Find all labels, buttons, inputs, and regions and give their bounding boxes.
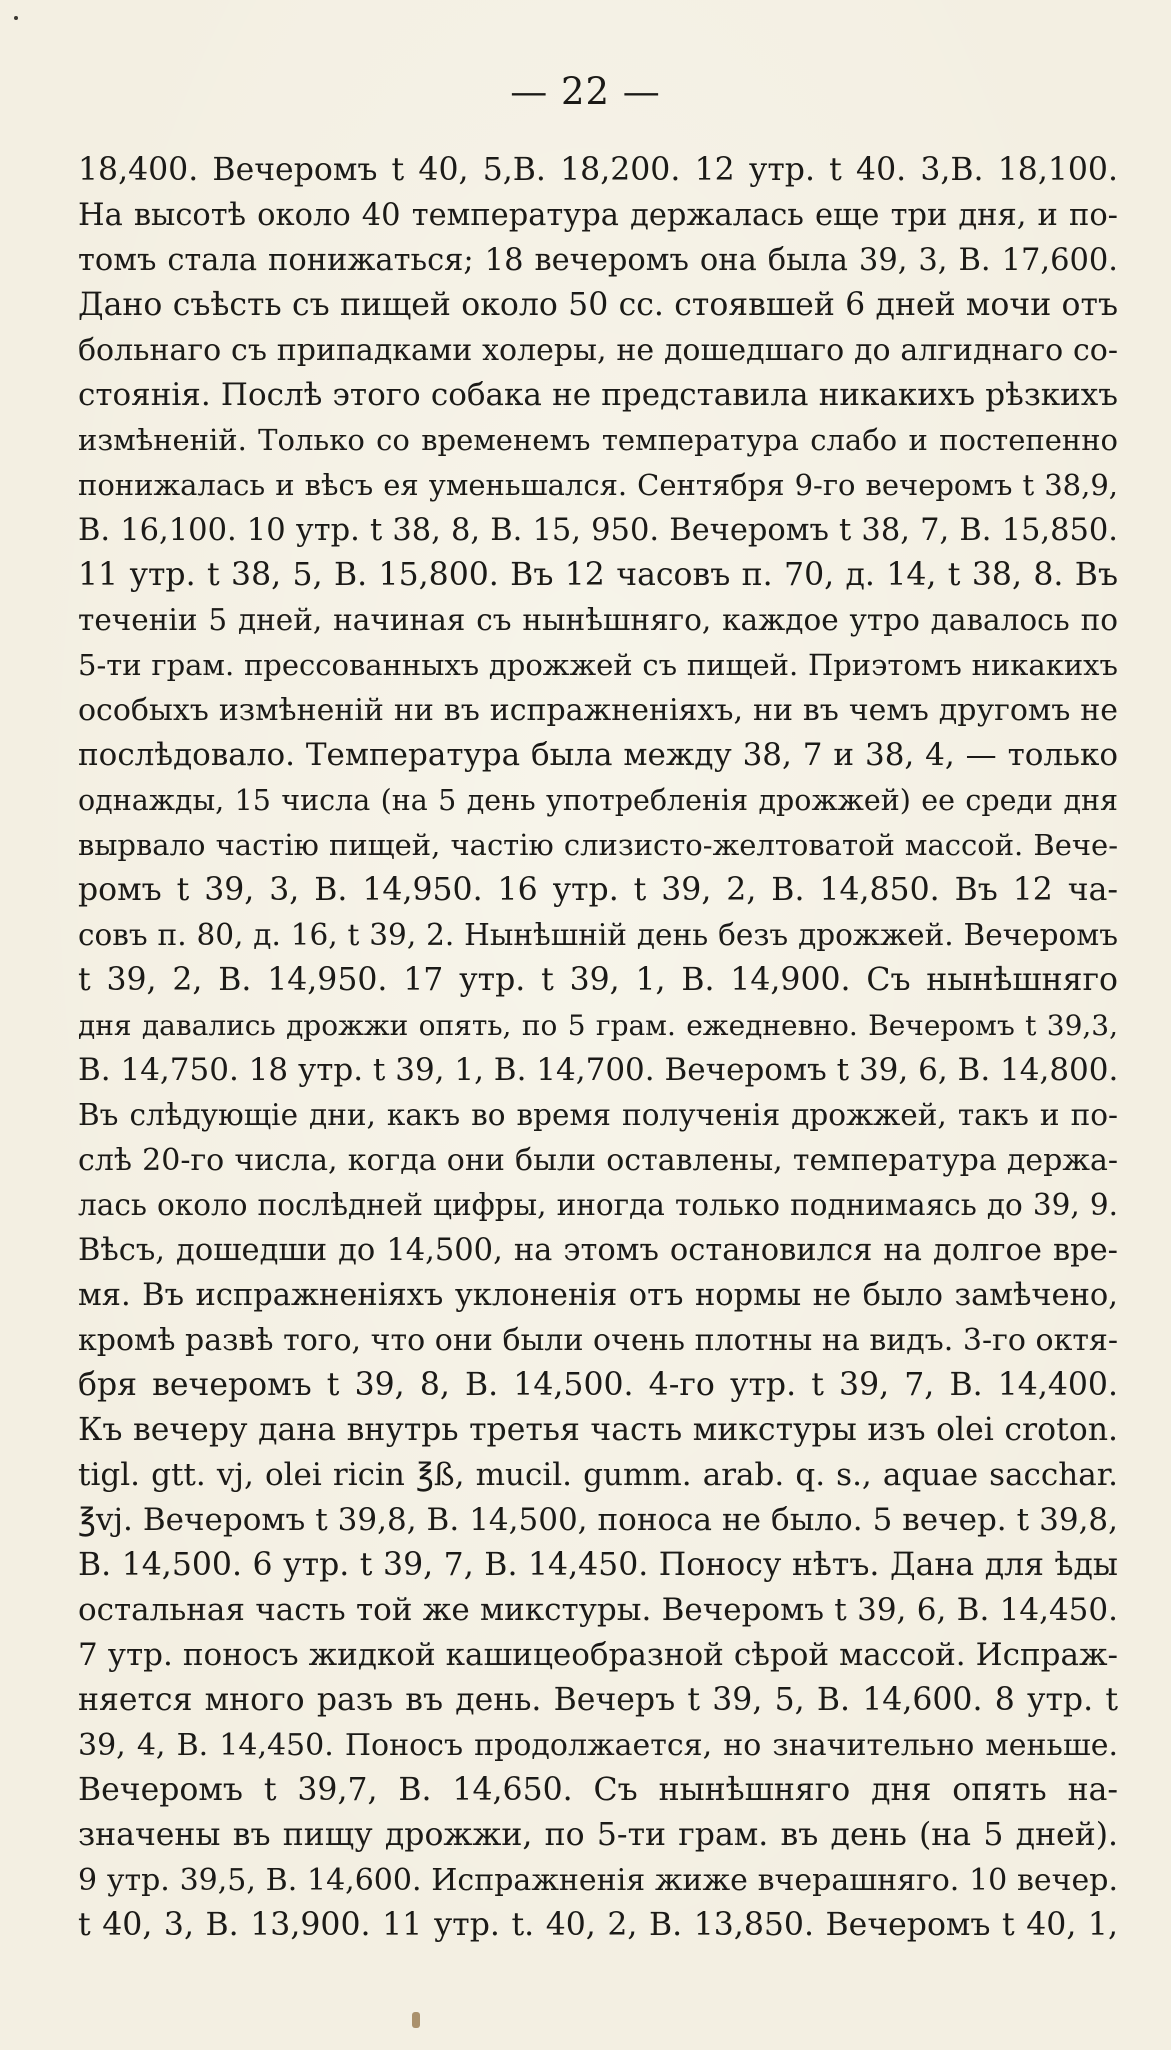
text-line: слѣ 20-го числа, когда они были оставлены, температура держа- (78, 1143, 1118, 1178)
text-line: няется много разъ въ день. Вечеръ t 39, 5, В. 14,600. 8 утр. t (78, 1682, 1118, 1718)
text-line: мя. Въ испражненіяхъ уклоненія отъ нормы не было замѣчено, (78, 1278, 1118, 1313)
text-line: 39, 4, В. 14,450. Поносъ продолжается, но значительно меньше. (78, 1728, 1118, 1763)
text-line: 5-ти грам. прессованныхъ дрожжей съ пищей. Приэтомъ никакихъ (78, 648, 1118, 682)
page-number: — 22 — (510, 70, 661, 113)
text-line: лась около послѣдней цифры, иногда только поднимаясь до 39, 9. (78, 1188, 1118, 1222)
text-line: На высотѣ около 40 температура держалась еще три дня, и по- (78, 198, 1118, 233)
text-line: вырвало частію пищей, частію слизисто-желтоватой массой. Вече- (78, 828, 1118, 862)
text-line: больнаго съ припадками холеры, не дошедшаго до алгиднаго со- (78, 333, 1118, 368)
text-line: стоянія. Послѣ этого собака не представила никакихъ рѣзкихъ (78, 377, 1118, 413)
text-line: В. 16,100. 10 утр. t 38, 8, В. 15, 950. Вечеромъ t 38, 7, В. 15,850. (78, 513, 1118, 548)
text-line: tigl. gtt. vj, olei ricin ℥ß, mucil. gumm. arab. q. s., aquae sacchar. (78, 1457, 1118, 1493)
text-line: Вечеромъ t 39,7, В. 14,650. Съ нынѣшняго дня опять на- (78, 1772, 1118, 1808)
text-line: 11 утр. t 38, 5, В. 15,800. Въ 12 часовъ п. 70, д. 14, t 38, 8. Въ (78, 557, 1118, 593)
text-line: В. 14,750. 18 утр. t 39, 1, В. 14,700. Вечеромъ t 39, 6, В. 14,800. (78, 1052, 1119, 1088)
text-line: значены въ пищу дрожжи, по 5-ти грам. въ день (на 5 дней). (78, 1817, 1118, 1853)
text-line: кромѣ развѣ того, что они были очень плотны на видъ. 3-го октя- (78, 1323, 1118, 1358)
text-line: 9 утр. 39,5, В. 14,600. Испражненія жиже вчерашняго. 10 вечер. (78, 1863, 1118, 1898)
text-line: 7 утр. поносъ жидкой кашицеобразной сѣрой массой. Испраж- (78, 1637, 1118, 1673)
text-line: В. 14,500. 6 утр. t 39, 7, В. 14,450. Поносу нѣтъ. Дана для ѣды (78, 1547, 1118, 1583)
text-line: измѣненій. Только со временемъ температура слабо и постепенно (78, 423, 1118, 457)
text-line: t 39, 2, В. 14,950. 17 утр. t 39, 1, В. 14,900. Съ нынѣшняго (78, 962, 1118, 998)
text-line: дня давались дрожжи опять, по 5 грам. ежедневно. Вечеромъ t 39,3, (78, 1009, 1118, 1042)
text-line: Вѣсъ, дошедши до 14,500, на этомъ остановился на долгое вре- (78, 1233, 1118, 1268)
text-line: совъ п. 80, д. 16, t 39, 2. Нынѣшній день безъ дрожжей. Вечеромъ (78, 918, 1118, 952)
printer-mark (412, 2012, 420, 2028)
text-line: Въ слѣдующіе дни, какъ во время полученія дрожжей, такъ и по- (78, 1098, 1118, 1132)
body-text (78, 148, 1118, 1948)
text-line: Дано съѣсть съ пищей около 50 сс. стоявшей 6 дней мочи отъ (78, 287, 1118, 323)
text-line: особыхъ измѣненій ни въ испражненіяхъ, ни въ чемъ другомъ не (78, 693, 1118, 728)
text-line: однажды, 15 числа (на 5 день употребленія дрожжей) ее среди дня (78, 784, 1118, 817)
text-line: теченіи 5 дней, начиная съ нынѣшняго, каждое утро давалось по (78, 603, 1118, 637)
ink-speck (14, 16, 18, 20)
text-line: 18,400. Вечеромъ t 40, 5,В. 18,200. 12 утр. t 40. 3,В. 18,100. (78, 152, 1118, 188)
text-line: послѣдовало. Температура была между 38, 7 и 38, 4, — только (78, 737, 1118, 773)
text-line: ℥vj. Вечеромъ t 39,8, В. 14,500, поноса не было. 5 вечер. t 39,8, (78, 1502, 1118, 1538)
text-line: Къ вечеру дана внутрь третья часть микстуры изъ olei croton. (78, 1412, 1118, 1448)
text-line: понижалась и вѣсъ ея уменьшался. Сентября 9-го вечеромъ t 38,9, (78, 468, 1118, 502)
text-line: томъ стала понижаться; 18 вечеромъ она была 39, 3, В. 17,600. (78, 243, 1118, 278)
text-line: t 40, 3, В. 13,900. 11 утр. t. 40, 2, В. 13,850. Вечеромъ t 40, 1, (78, 1907, 1118, 1943)
text-line: бря вечеромъ t 39, 8, В. 14,500. 4-го утр. t 39, 7, В. 14,400. (78, 1367, 1118, 1403)
text-line: остальная часть той же микстуры. Вечеромъ t 39, 6, В. 14,450. (78, 1592, 1118, 1628)
text-line: ромъ t 39, 3, В. 14,950. 16 утр. t 39, 2, В. 14,850. Въ 12 ча- (78, 872, 1118, 908)
